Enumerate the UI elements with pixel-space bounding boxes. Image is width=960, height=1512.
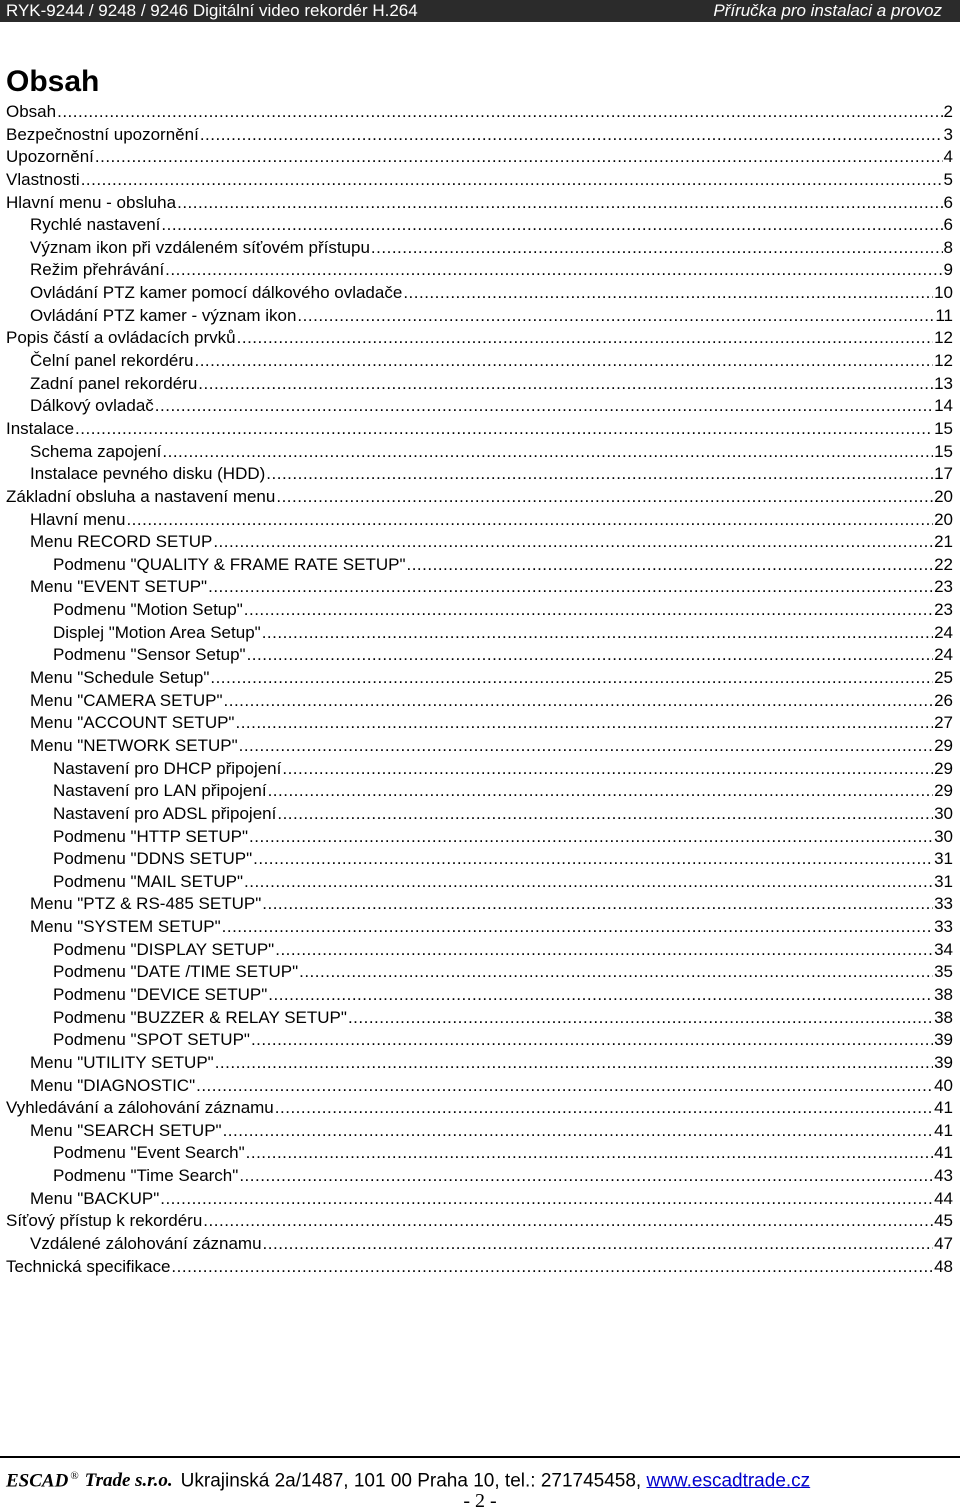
toc-entry-label[interactable]: Ovládání PTZ kamer - význam ikon (30, 305, 297, 325)
toc-entry-label[interactable]: Podmenu "Event Search" (53, 1143, 245, 1163)
toc-entry[interactable] (0, 259, 960, 282)
toc-entry-page: 31 (934, 871, 953, 891)
toc-entry-page: 6 (943, 192, 953, 212)
toc-entry-label[interactable]: Podmenu "BUZZER & RELAY SETUP" (53, 1007, 347, 1027)
toc-entry[interactable] (0, 418, 960, 441)
toc-entry-label[interactable]: Podmenu "DDNS SETUP" (53, 849, 253, 869)
toc-entry[interactable] (0, 101, 960, 124)
toc-dot-leader (213, 531, 933, 554)
toc-dot-leader (239, 735, 933, 758)
toc-dot-leader (263, 1233, 934, 1256)
toc-entry-label[interactable]: Menu "ACCOUNT SETUP" (30, 713, 235, 733)
toc-entry[interactable] (0, 237, 960, 260)
toc-dot-leader (208, 576, 933, 599)
toc-entry-label[interactable]: Základní obsluha a nastavení menu (6, 486, 276, 506)
toc-entry-label[interactable]: Nastavení pro LAN připojení (53, 781, 267, 801)
toc-entry-label[interactable]: Menu "Schedule Setup" (30, 668, 210, 688)
toc-dot-leader (262, 622, 933, 645)
toc-dot-leader (222, 916, 933, 939)
toc-entry-label[interactable]: Podmenu "SPOT SETUP" (53, 1030, 250, 1050)
toc-entry[interactable] (0, 893, 960, 916)
toc-dot-leader (194, 350, 933, 373)
toc-entry-label[interactable]: Instalace (6, 418, 75, 438)
toc-entry-label[interactable]: Podmenu "Time Search" (53, 1166, 239, 1186)
toc-entry[interactable] (0, 984, 960, 1007)
toc-entry[interactable] (0, 350, 960, 373)
toc-dot-leader (160, 1188, 933, 1211)
toc-entry[interactable] (0, 1256, 960, 1279)
toc-entry-label[interactable]: Význam ikon při vzdáleném síťovém přístupu (30, 237, 370, 257)
toc-dot-leader (177, 192, 942, 215)
toc-entry-label[interactable]: Podmenu "MAIL SETUP" (53, 871, 244, 891)
toc-entry[interactable] (0, 644, 960, 667)
toc-entry[interactable] (0, 1075, 960, 1098)
toc-entry[interactable] (0, 667, 960, 690)
toc-entry[interactable] (0, 1233, 960, 1256)
toc-dot-leader (224, 690, 934, 713)
toc-entry-page: 17 (934, 464, 953, 484)
page-number: - 2 - (463, 1490, 497, 1512)
toc-entry[interactable] (0, 1210, 960, 1233)
header-product-title: RYK-9244 / 9248 / 9246 Digitální video rekordér H.264 (6, 1, 418, 20)
toc-entry-page: 23 (934, 600, 953, 620)
toc-dot-leader (348, 1007, 933, 1030)
toc-entry-label[interactable]: Podmenu "HTTP SETUP" (53, 826, 249, 846)
toc-entry-page: 38 (934, 984, 953, 1004)
toc-entry-label[interactable]: Nastavení pro DHCP připojení (53, 758, 282, 778)
toc-entry-label[interactable]: Displej "Motion Area Setup" (53, 622, 261, 642)
toc-entry-label[interactable]: Menu "BACKUP" (30, 1188, 160, 1208)
toc-dot-leader (203, 1210, 933, 1233)
toc-dot-leader (268, 780, 934, 803)
toc-entry-page: 9 (943, 260, 953, 280)
toc-entry-page: 6 (943, 215, 953, 235)
toc-entry-label[interactable]: Vlastnosti (6, 169, 80, 189)
toc-entry-page: 34 (934, 939, 953, 959)
toc-entry-page: 41 (934, 1120, 953, 1140)
toc-entry[interactable] (0, 599, 960, 622)
toc-entry-page: 2 (943, 102, 953, 121)
toc-dot-leader (249, 826, 933, 849)
toc-entry-label[interactable]: Menu "SEARCH SETUP" (30, 1120, 222, 1140)
toc-entry-page: 48 (934, 1256, 953, 1276)
toc-entry[interactable] (0, 826, 960, 849)
toc-dot-leader (247, 644, 934, 667)
toc-entry-page: 44 (934, 1188, 953, 1208)
toc-entry[interactable] (0, 531, 960, 554)
toc-entry[interactable] (0, 576, 960, 599)
toc-entry-page: 25 (934, 668, 953, 688)
page-header (0, 0, 960, 22)
toc-dot-leader (268, 984, 933, 1007)
toc-entry-page: 33 (934, 917, 953, 937)
footer-company-suffix: Trade s.r.o. (84, 1470, 173, 1492)
toc-entry-page: 33 (934, 894, 953, 914)
toc-dot-leader (406, 554, 933, 577)
toc-entry-label[interactable]: Podmenu "DEVICE SETUP" (53, 984, 268, 1004)
toc-entry-page: 35 (934, 962, 953, 982)
toc-dot-leader (266, 463, 933, 486)
toc-entry-page: 15 (934, 418, 953, 438)
toc-entry[interactable] (0, 690, 960, 713)
toc-dot-leader (196, 1075, 933, 1098)
toc-entry-label[interactable]: Obsah (6, 102, 57, 121)
toc-entry-page: 41 (934, 1143, 953, 1163)
toc-dot-leader (262, 893, 933, 916)
toc-entry-label[interactable]: Instalace pevného disku (HDD) (30, 464, 266, 484)
toc-entry[interactable] (0, 712, 960, 735)
toc-entry[interactable] (0, 1120, 960, 1143)
toc-dot-leader (171, 1256, 933, 1279)
toc-entry[interactable] (0, 373, 960, 396)
toc-entry-page: 12 (934, 351, 953, 371)
toc-entry-page: 21 (934, 532, 953, 552)
toc-entry[interactable] (0, 1142, 960, 1165)
toc-entry[interactable] (0, 871, 960, 894)
toc-entry-page: 30 (934, 803, 953, 823)
toc-entry[interactable] (0, 961, 960, 984)
toc-entry[interactable] (0, 124, 960, 147)
toc-entry[interactable] (0, 803, 960, 826)
footer-company-logo: ESCAD (6, 1470, 69, 1492)
toc-entry-label[interactable]: Režim přehrávání (30, 260, 165, 280)
toc-entry-label[interactable]: Vyhledávání a zálohování záznamu (6, 1098, 274, 1118)
toc-entry-page: 40 (934, 1075, 953, 1095)
toc-entry-page: 30 (934, 826, 953, 846)
toc-entry-label[interactable]: Menu RECORD SETUP (30, 532, 213, 552)
toc-entry-page: 12 (934, 328, 953, 348)
toc-entry[interactable] (0, 780, 960, 803)
toc-dot-leader (297, 305, 934, 328)
registered-mark: ® (70, 1470, 79, 1482)
toc-entry-page: 3 (943, 124, 953, 144)
toc-entry-page: 29 (934, 735, 953, 755)
toc-dot-leader (162, 441, 933, 464)
toc-dot-leader (276, 486, 933, 509)
toc-dot-leader (403, 282, 933, 305)
toc-entry-label[interactable]: Vzdálené zálohování záznamu (30, 1234, 262, 1254)
toc-entry[interactable] (0, 146, 960, 169)
toc-entry-page: 8 (943, 237, 953, 257)
toc-dot-leader (200, 124, 943, 147)
toc-entry[interactable] (0, 1007, 960, 1030)
toc-entry-page: 23 (934, 577, 953, 597)
toc-entry-label[interactable]: Menu "PTZ & RS-485 SETUP" (30, 894, 262, 914)
toc-dot-leader (215, 1052, 933, 1075)
toc-dot-leader (210, 667, 933, 690)
toc-entry[interactable] (0, 441, 960, 464)
toc-entry-page: 5 (943, 169, 953, 189)
toc-entry-page: 11 (935, 305, 953, 325)
toc-entry[interactable] (0, 1188, 960, 1211)
toc-entry[interactable] (0, 214, 960, 237)
toc-dot-leader (246, 1142, 933, 1165)
toc-entry-page: 43 (934, 1166, 953, 1186)
toc-dot-leader (239, 1165, 933, 1188)
toc-entry-page: 41 (934, 1098, 953, 1118)
toc-dot-leader (126, 509, 933, 532)
footer-divider (0, 1456, 960, 1458)
toc-entry-page: 13 (934, 373, 953, 393)
toc-entry[interactable] (0, 1029, 960, 1052)
toc-entry-label[interactable]: Upozornění (6, 147, 94, 167)
toc-dot-leader (275, 939, 933, 962)
toc-entry-label[interactable]: Podmenu "DATE /TIME SETUP" (53, 962, 299, 982)
toc-entry-page: 29 (934, 758, 953, 778)
toc-entry-label[interactable]: Menu "CAMERA SETUP" (30, 690, 223, 710)
page-title: Obsah (6, 65, 100, 98)
toc-dot-leader (165, 259, 942, 282)
toc-entry-page: 20 (934, 509, 953, 529)
toc-entry[interactable] (0, 305, 960, 328)
toc-dot-leader (275, 1097, 933, 1120)
toc-entry[interactable] (0, 395, 960, 418)
toc-dot-leader (161, 214, 942, 237)
toc-dot-leader (251, 1029, 933, 1052)
footer-website-link[interactable]: www.escadtrade.cz (646, 1470, 811, 1492)
toc-entry-label[interactable]: Menu "DIAGNOSTIC" (30, 1075, 196, 1095)
toc-entry-label[interactable]: Menu "NETWORK SETUP" (30, 735, 238, 755)
toc-entry-label[interactable]: Čelní panel rekordéru (30, 351, 194, 371)
toc-entry-label[interactable]: Zadní panel rekordéru (30, 373, 198, 393)
toc-entry-page: 38 (934, 1007, 953, 1027)
toc-entry[interactable] (0, 282, 960, 305)
toc-entry[interactable] (0, 554, 960, 577)
toc-entry-page: 45 (934, 1211, 953, 1231)
toc-entry[interactable] (0, 327, 960, 350)
toc-entry-page: 22 (934, 554, 953, 574)
toc-entry-label[interactable]: Menu "SYSTEM SETUP" (30, 917, 221, 937)
toc-entry-label[interactable]: Ovládání PTZ kamer pomocí dálkového ovladače (30, 283, 403, 303)
toc-dot-leader (253, 848, 933, 871)
toc-entry-label[interactable]: Podmenu "QUALITY & FRAME RATE SETUP" (53, 554, 406, 574)
toc-entry[interactable] (0, 939, 960, 962)
toc-dot-leader (277, 803, 933, 826)
toc-dot-leader (57, 101, 942, 124)
toc-entry-label[interactable]: Technická specifikace (6, 1256, 171, 1276)
toc-entry-label[interactable]: Podmenu "DISPLAY SETUP" (53, 939, 275, 959)
toc-entry-label[interactable]: Menu "UTILITY SETUP" (30, 1052, 214, 1072)
toc-entry-page: 15 (934, 441, 953, 461)
toc-entry-page: 39 (934, 1030, 953, 1050)
toc-entry[interactable] (0, 192, 960, 215)
toc-dot-leader (155, 395, 933, 418)
toc-entry-label[interactable]: Popis částí a ovládacích prvků (6, 328, 236, 348)
toc-dot-leader (282, 758, 933, 781)
toc-entry-page: 24 (934, 645, 953, 665)
toc-entry[interactable] (0, 509, 960, 532)
toc-dot-leader (198, 373, 933, 396)
toc-entry-label[interactable]: Schema zapojení (30, 441, 162, 461)
toc-dot-leader (371, 237, 943, 260)
toc-dot-leader (95, 146, 943, 169)
header-manual-title: Příručka pro instalaci a provoz (713, 1, 942, 20)
toc-entry[interactable] (0, 169, 960, 192)
toc-dot-leader (237, 327, 933, 350)
toc-entry[interactable] (0, 463, 960, 486)
toc-entry[interactable] (0, 1052, 960, 1075)
toc-dot-leader (299, 961, 933, 984)
toc-entry[interactable] (0, 758, 960, 781)
toc-entry-page: 39 (934, 1052, 953, 1072)
toc-entry-page: 26 (934, 690, 953, 710)
toc-dot-leader (244, 871, 933, 894)
toc-entry-label[interactable]: Podmenu "Motion Setup" (53, 600, 243, 620)
footer-address: Ukrajinská 2a/1487, 101 00 Praha 10, tel.: 271745458, (180, 1470, 647, 1492)
toc-entry-page: 47 (934, 1234, 953, 1254)
toc-entry-label[interactable]: Menu "EVENT SETUP" (30, 577, 208, 597)
toc-entry-page: 10 (934, 283, 953, 303)
toc-entry[interactable] (0, 486, 960, 509)
toc-dot-leader (235, 712, 933, 735)
table-of-contents (0, 101, 960, 1278)
toc-entry-page: 31 (934, 849, 953, 869)
toc-entry-page: 24 (934, 622, 953, 642)
toc-entry-label[interactable]: Dálkový ovladač (30, 396, 154, 416)
toc-entry-page: 29 (934, 781, 953, 801)
toc-entry-label[interactable]: Podmenu "Sensor Setup" (53, 645, 246, 665)
toc-entry-page: 27 (934, 713, 953, 733)
toc-entry[interactable] (0, 848, 960, 871)
toc-dot-leader (244, 599, 933, 622)
toc-entry-page: 4 (943, 147, 953, 167)
toc-entry[interactable] (0, 735, 960, 758)
toc-entry-page: 20 (934, 486, 953, 506)
toc-dot-leader (81, 169, 943, 192)
toc-entry-page: 14 (934, 396, 953, 416)
toc-entry-label[interactable]: Hlavní menu - obsluha (6, 192, 177, 212)
toc-dot-leader (223, 1120, 934, 1143)
toc-entry-label[interactable]: Síťový přístup k rekordéru (6, 1211, 203, 1231)
toc-entry-label[interactable]: Nastavení pro ADSL připojení (53, 803, 277, 823)
toc-entry[interactable] (0, 1165, 960, 1188)
toc-dot-leader (75, 418, 933, 441)
toc-entry-label[interactable]: Hlavní menu (30, 509, 126, 529)
toc-entry[interactable] (0, 1097, 960, 1120)
page-footer (6, 1464, 810, 1493)
toc-entry-label[interactable]: Rychlé nastavení (30, 215, 161, 235)
toc-entry[interactable] (0, 622, 960, 645)
toc-entry-label[interactable]: Bezpečnostní upozornění (6, 124, 199, 144)
toc-entry[interactable] (0, 916, 960, 939)
